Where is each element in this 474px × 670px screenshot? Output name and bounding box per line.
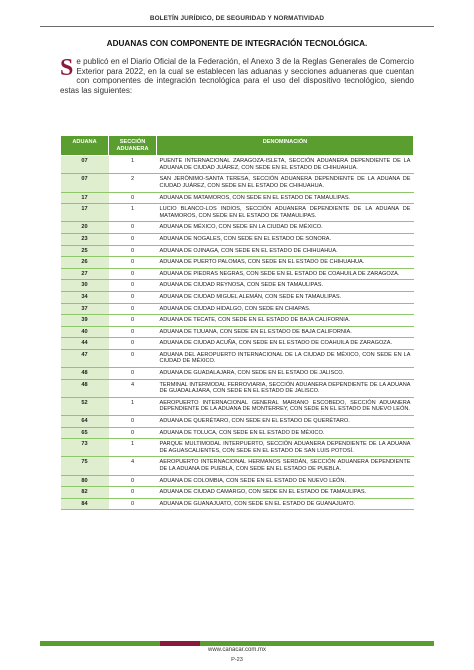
cell-seccion: 4 [109,457,157,475]
cell-denominacion: ADUANA DE GUANAJUATO, CON SEDE EN EL ESTADO DE GUANAJUATO. [157,498,414,510]
cell-denominacion: PUENTE INTERNACIONAL ZARAGOZA-ISLETA, SECCIÓN ADUANERA DEPENDIENTE DE LA ADUANA DE CIUDAD JUÁREZ, CON SEDE EN EL ESTADO DE CHIHUAHUA. [157,156,414,174]
cell-seccion: 1 [109,156,157,174]
cell-denominacion: ADUANA DE GUADALAJARA, CON SEDE EN EL ESTADO DE JALISCO. [157,368,414,380]
table-row [61,257,414,269]
drop-cap: S [60,55,74,81]
table-row [61,174,414,192]
cell-seccion: 1 [109,397,157,415]
cell-seccion: 0 [109,416,157,428]
cell-seccion: 0 [109,315,157,327]
cell-seccion: 0 [109,349,157,367]
cell-denominacion: ADUANA DE PIEDRAS NEGRAS, CON SEDE EN EL ESTADO DE COAHUILA DE ZARAGOZA. [157,268,414,280]
intro-text: e publicó en el Diario Oficial de la Federación, el Anexo 3 de la Reglas Generales de Comercio Exterior para 2022, en la cual se establecen las aduanas y secciones aduaneras que cuentan con componentes de integración tecnológica para el uso del dispositivo tecnológico, siendo estas las siguientes: [60,57,414,95]
table-row [61,349,414,367]
table-row [61,156,414,174]
cell-seccion: 0 [109,192,157,204]
cell-aduana: 52 [61,397,109,415]
cell-aduana: 07 [61,174,109,192]
cell-seccion: 1 [109,439,157,457]
cell-seccion: 0 [109,268,157,280]
header-divider [40,26,434,27]
cell-denominacion: ADUANA DE MATAMOROS, CON SEDE EN EL ESTADO DE TAMAULIPAS. [157,192,414,204]
cell-aduana: 80 [61,475,109,487]
cell-denominacion: ADUANA DE PUERTO PALOMAS, CON SEDE EN EL ESTADO DE CHIHUAHUA. [157,257,414,269]
cell-denominacion: LUCIO BLANCO-LOS INDIOS, SECCIÓN ADUANERA DEPENDIENTE DE LA ADUANA DE MATAMOROS, CON SEDE EN EL ESTADO DE TAMAULIPAS. [157,204,414,222]
cell-aduana: 44 [61,338,109,350]
cell-denominacion: TERMINAL INTERMODAL FERROVIARIA, SECCIÓN ADUANERA DEPENDIENTE DE LA ADUANA DE GUADALAJARA, CON SEDE EN EL ESTADO DE JALISCO. [157,379,414,397]
cell-seccion: 0 [109,427,157,439]
footer-band-red [160,641,200,646]
cell-seccion: 0 [109,475,157,487]
table-row [61,315,414,327]
cell-denominacion: ADUANA DE CIUDAD MIGUEL ALEMÁN, CON SEDE EN TAMAULIPAS. [157,291,414,303]
cell-denominacion: AEROPUERTO INTERNACIONAL HERMANOS SERDÁN, SECCIÓN ADUANERA DEPENDIENTE DE LA ADUANA DE PUEBLA, CON SEDE EN EL ESTADO DE PUEBLA. [157,457,414,475]
table-row [61,416,414,428]
cell-denominacion: ADUANA DE OJINAGA, CON SEDE EN EL ESTADO DE CHIHUAHUA. [157,245,414,257]
cell-denominacion: ADUANA DE CIUDAD HIDALGO, CON SEDE EN CHIAPAS. [157,303,414,315]
table-row [61,498,414,510]
cell-denominacion: SAN JERÓNIMO-SANTA TERESA, SECCIÓN ADUANERA DEPENDIENTE DE LA ADUANA DE CIUDAD JUÁREZ, CON SEDE EN EL ESTADO DE CHIHUAHUA. [157,174,414,192]
cell-seccion: 1 [109,204,157,222]
table-row [61,245,414,257]
table-row [61,280,414,292]
document-title: ADUANAS CON COMPONENTE DE INTEGRACIÓN TECNOLÓGICA. [106,39,368,48]
cell-denominacion: ADUANA DE MÉXICO, CON SEDE EN LA CIUDAD DE MÉXICO. [157,222,414,234]
table-row [61,233,414,245]
cell-aduana: 30 [61,280,109,292]
table-row [61,439,414,457]
cell-aduana: 73 [61,439,109,457]
cell-aduana: 17 [61,204,109,222]
cell-aduana: 20 [61,222,109,234]
table-row [61,368,414,380]
cell-seccion: 0 [109,233,157,245]
cell-denominacion: ADUANA DE COLOMBIA, CON SEDE EN EL ESTADO DE NUEVO LEÓN. [157,475,414,487]
cell-denominacion: ADUANA DE CIUDAD ACUÑA, CON SEDE EN EL ESTADO DE COAHUILA DE ZARAGOZA. [157,338,414,350]
table-row [61,192,414,204]
cell-denominacion: ADUANA DE CIUDAD CAMARGO, CON SEDE EN EL ESTADO DE TAMAULIPAS. [157,487,414,499]
page-number: P-23 [231,657,243,663]
cell-aduana: 07 [61,156,109,174]
cell-seccion: 0 [109,222,157,234]
cell-denominacion: PARQUE MULTIMODAL INTERPUERTO, SECCIÓN ADUANERA DEPENDIENTE DE LA ADUANA DE AGUASCALIENTES, CON SEDE EN EL ESTADO DE SAN LUIS POTOSÍ. [157,439,414,457]
table-row [61,397,414,415]
footer-band-green-2 [200,641,434,646]
cell-aduana: 75 [61,457,109,475]
header-aduana: ADUANA [61,136,109,156]
cell-denominacion: ADUANA DE TECATE, CON SEDE EN EL ESTADO DE BAJA CALIFORNIA. [157,315,414,327]
cell-seccion: 0 [109,303,157,315]
table-row [61,204,414,222]
cell-aduana: 27 [61,268,109,280]
cell-aduana: 48 [61,368,109,380]
bulletin-header: BOLETÍN JURÍDICO, DE SEGURIDAD Y NORMATIVIDAD [149,15,325,22]
table-row [61,457,414,475]
cell-aduana: 47 [61,349,109,367]
cell-seccion: 0 [109,280,157,292]
cell-denominacion: ADUANA DE TIJUANA, CON SEDE EN EL ESTADO DE BAJA CALIFORNIA. [157,326,414,338]
table-row [61,487,414,499]
cell-denominacion: ADUANA DEL AEROPUERTO INTERNACIONAL DE LA CIUDAD DE MÉXICO, CON SEDE EN LA CIUDAD DE MÉXICO. [157,349,414,367]
cell-seccion: 4 [109,379,157,397]
intro-paragraph [60,57,414,95]
cell-denominacion: ADUANA DE NOGALES, CON SEDE EN EL ESTADO DE SONORA. [157,233,414,245]
cell-denominacion: ADUANA DE TOLUCA, CON SEDE EN EL ESTADO DE MÉXICO. [157,427,414,439]
cell-aduana: 84 [61,498,109,510]
footer-band-green [40,641,160,646]
table-row [61,379,414,397]
cell-seccion: 0 [109,487,157,499]
table-row [61,338,414,350]
table-body [61,156,414,510]
table-row [61,475,414,487]
cell-aduana: 64 [61,416,109,428]
cell-aduana: 23 [61,233,109,245]
table-row [61,326,414,338]
header-seccion: SECCIÓN ADUANERA [109,136,157,156]
table-row [61,427,414,439]
cell-seccion: 0 [109,338,157,350]
cell-seccion: 0 [109,498,157,510]
cell-aduana: 65 [61,427,109,439]
cell-aduana: 25 [61,245,109,257]
cell-aduana: 34 [61,291,109,303]
cell-seccion: 0 [109,326,157,338]
table-row [61,222,414,234]
cell-seccion: 0 [109,368,157,380]
table-row [61,303,414,315]
table-header-row [61,136,414,156]
cell-aduana: 37 [61,303,109,315]
header-denominacion: DENOMINACIÓN [157,136,414,156]
cell-aduana: 82 [61,487,109,499]
cell-aduana: 39 [61,315,109,327]
cell-seccion: 0 [109,245,157,257]
cell-denominacion: AEROPUERTO INTERNACIONAL GENERAL MARIANO ESCOBEDO, SECCIÓN ADUANERA DEPENDIENTE DE LA ADUANA DE MONTERREY, CON SEDE EN EL ESTADO DE NUEVO LEÓN. [157,397,414,415]
cell-aduana: 17 [61,192,109,204]
table-row [61,268,414,280]
cell-seccion: 2 [109,174,157,192]
cell-aduana: 48 [61,379,109,397]
cell-denominacion: ADUANA DE QUERÉTARO, CON SEDE EN EL ESTADO DE QUERÉTARO. [157,416,414,428]
cell-seccion: 0 [109,257,157,269]
cell-seccion: 0 [109,291,157,303]
cell-aduana: 40 [61,326,109,338]
customs-table [60,135,414,510]
table-row [61,291,414,303]
cell-denominacion: ADUANA DE CIUDAD REYNOSA, CON SEDE EN TAMAULIPAS. [157,280,414,292]
footer-url[interactable]: www.canacar.com.mx [207,647,267,653]
cell-aduana: 26 [61,257,109,269]
